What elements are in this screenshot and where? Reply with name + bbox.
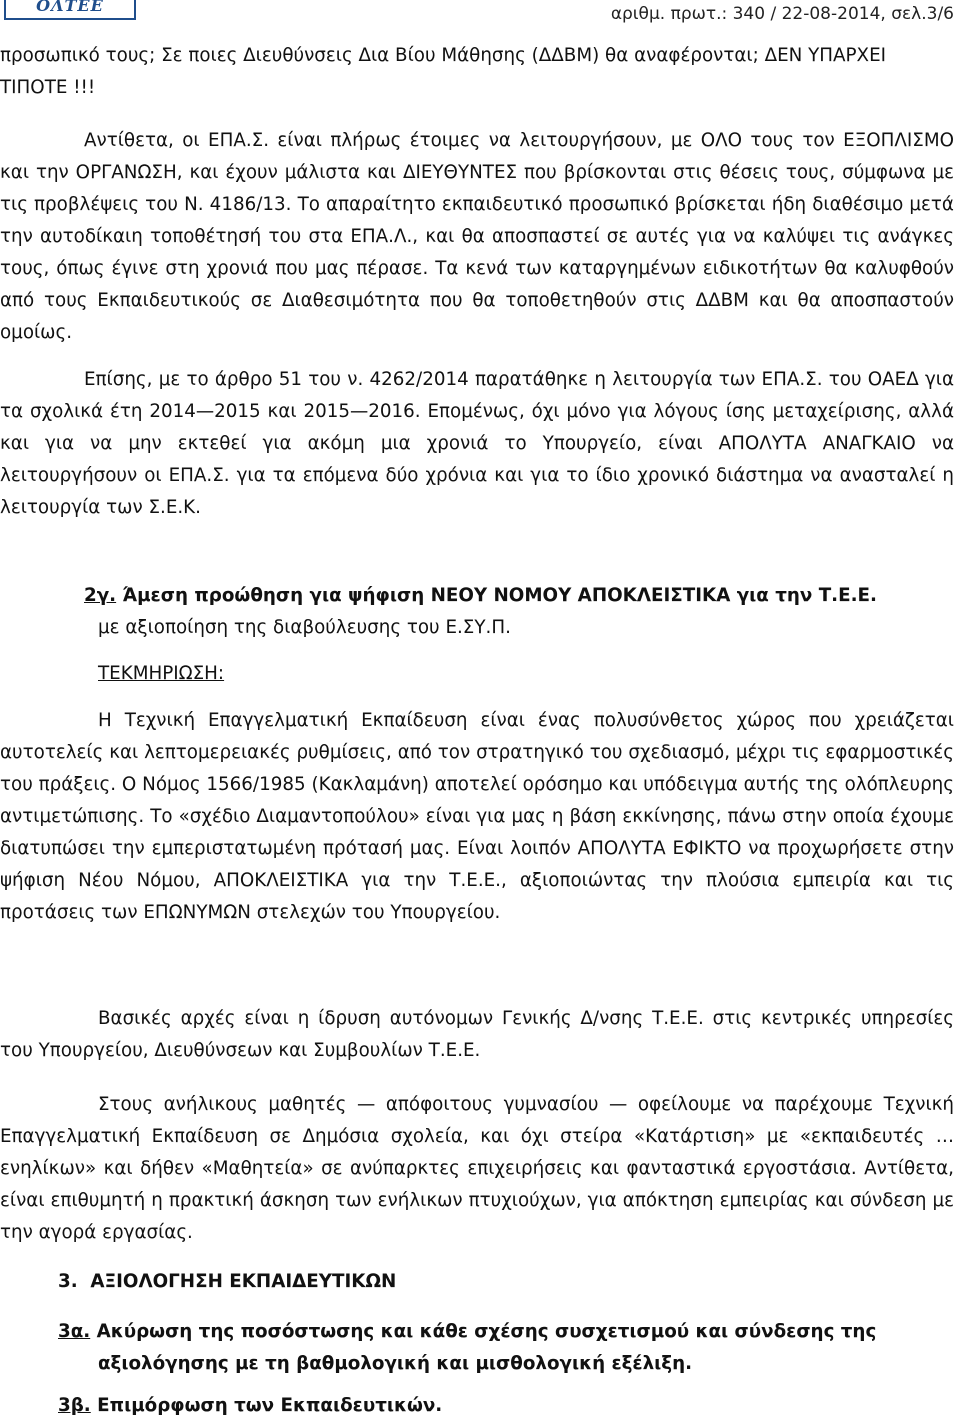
logo-text: ΟΛΤΕΕ [36, 0, 104, 15]
paragraph-3: Επίσης, με το άρθρο 51 του ν. 4262/2014 παρατάθηκε η λειτουργία των ΕΠΑ.Σ. του ΟΑΕΔ για τα σχολικά έτη 2014—2015 και 2015—2016. Επομένως, όχι μόνο για λόγους ίσης μεταχείρισης, αλλά και για να μην εκτεθεί για ακόμη μια χρονιά το Υπουργείο, είναι ΑΠΟΛΥΤΑ ΑΝΑΓΚΑΙΟ να λειτουργήσουν οι ΕΠΑ.Σ. για τα επόμενα δύο χρόνια και για το ίδιο χρονικό διάστημα να ανασταλεί η λειτουργία των Σ.Ε.Κ. [0, 369, 954, 518]
section-2g-label: ΤΕΚΜΗΡΙΩΣΗ: [98, 663, 225, 684]
paragraph-4: Η Τεχνική Επαγγελματική Εκπαίδευση είναι ένας πολυσύνθετος χώρος που χρειάζεται αυτοτελείς και λεπτομερειακές ρυθμίσεις, από τον στρατηγικό του σχεδιασμό, μέχρι τις εφαρμοστικές του πράξεις. Ο Νόμος 1566/1985 (Κακλαμάνη) αποτελεί ορόσημο και υπόδειγμα αυτής της ολόπλευρης αντιμετώπισης. Το «σχέδιο Διαμαντοπούλου» είναι για μας η βάση εκκίνησης, πάνω στην οποία έχουμε διατυπώσει την εμπεριστατωμένη πρότασή μας. Είναι λοιπόν ΑΠΟΛΥΤΑ ΕΦΙΚΤΟ να προχωρήσετε στην ψήφιση Νέου Νόμου, ΑΠΟΚΛΕΙΣΤΙΚΑ για την Τ.Ε.Ε., αξιοποιώντας την πλούσια εμπειρία και τις προτάσεις των ΕΠΩΝΥΜΩΝ στελεχών του Υπουργείου. [0, 710, 954, 923]
paragraph-1: προσωπικό τους; Σε ποιες Διευθύνσεις Δια Βίου Μάθησης (ΔΔΒΜ) θα αναφέρονται; ΔΕΝ ΥΠΑΡΧΕΙ ΤΙΠΟΤΕ !!! [0, 45, 887, 98]
section-3b-number: 3β. [58, 1395, 91, 1416]
section-2g-subtitle: με αξιοποίηση της διαβούλευσης του Ε.ΣΥ.Π. [98, 617, 511, 638]
section-2g-number: 2γ. [84, 585, 117, 606]
section-3-heading [58, 1266, 954, 1298]
oltee-logo [4, 0, 136, 20]
section-2g-title: Άμεση προώθηση για ψήφιση ΝΕΟΥ ΝΟΜΟΥ ΑΠΟΚΛΕΙΣΤΙΚΑ για την Τ.Ε.Ε. [122, 585, 877, 606]
section-3-number: 3. [58, 1271, 78, 1292]
paragraph-2: Αντίθετα, οι ΕΠΑ.Σ. είναι πλήρως έτοιμες να λειτουργήσουν, με ΟΛΟ τους τον ΕΞΟΠΛΙΣΜΟ και την ΟΡΓΑΝΩΣΗ, και έχουν μάλιστα και ΔΙΕΥΘΥΝΤΕΣ που βρίσκονται στις θέσεις τους, σύμφωνα με τις προβλέψεις του Ν. 4186/13. Το απαραίτητο εκπαιδευτικό προσωπικό βρίσκεται ήδη διαθέσιμο μετά την αυτοδίκαιη τοποθέτησή του στα ΕΠΑ.Λ., και θα αποσπαστεί σε αυτές για να καλύψει τις ανάγκες τους, όπως έγινε στη χρονιά που μας πέρασε. Τα κενά των καταργημένων ειδικοτήτων θα καλυφθούν από τους Εκπαιδευτικούς σε Διαθεσιμότητα που θα τοποθετηθούν στις ΔΔΒΜ και θα αποσπαστούν ομοίως. [0, 130, 954, 343]
section-3-title: ΑΞΙΟΛΟΓΗΣΗ ΕΚΠΑΙΔΕΥΤΙΚΩΝ [90, 1271, 397, 1292]
paragraph-5: Βασικές αρχές είναι η ίδρυση αυτόνομων Γενικής Δ/νσης Τ.Ε.Ε. στις κεντρικές υπηρεσίες του Υπουργείου, Διευθύνσεων και Συμβουλίων Τ.Ε.Ε. [0, 1008, 954, 1061]
section-3a-number: 3α. [58, 1321, 91, 1342]
paragraph-6: Στους ανήλικους μαθητές — απόφοιτους γυμνασίου — οφείλουμε να παρέχουμε Τεχνική Επαγγελματική Εκπαίδευση σε Δημόσια σχολεία, και όχι στείρα «Κατάρτιση» με «εκπαιδευτές …ενηλίκων» και δήθεν «Μαθητεία» σε ανύπαρκτες επιχειρήσεις και φανταστικά εργοστάσια. Αντίθετα, είναι επιθυμητή η πρακτική άσκηση των ενήλικων πτυχιούχων, για απόκτηση εμπειρίας και σύνδεση με την αγορά εργασίας. [0, 1094, 954, 1243]
protocol-reference: αριθμ. πρωτ.: 340 / 22-08-2014, σελ.3/6 [610, 4, 954, 24]
section-3b-heading [58, 1390, 954, 1422]
section-3b-title: Επιμόρφωση των Εκπαιδευτικών. [97, 1395, 443, 1416]
section-2g-heading [84, 580, 954, 612]
section-3a-heading [58, 1316, 958, 1380]
section-3a-title: Ακύρωση της ποσόστωσης και κάθε σχέσης συσχετισμού και σύνδεσης της αξιολόγησης με τη βαθμολογική και μισθολογική εξέλιξη. [96, 1321, 877, 1374]
